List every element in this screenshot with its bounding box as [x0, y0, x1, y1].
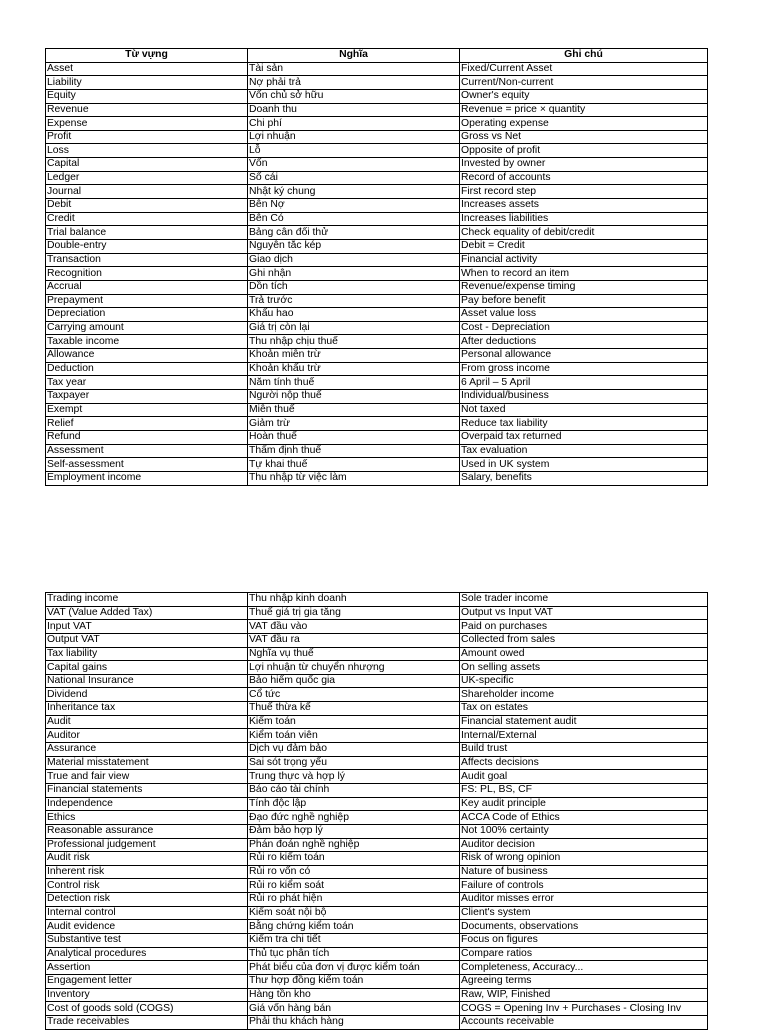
table-row: [46, 647, 708, 661]
table-row: [46, 321, 708, 335]
cell-term: Prepayment: [46, 294, 248, 308]
cell-note: Internal/External: [460, 729, 708, 743]
cell-meaning: Khoản khấu trừ: [248, 362, 460, 376]
table-row: [46, 144, 708, 158]
cell-term: Detection risk: [46, 893, 248, 907]
cell-term: Tax liability: [46, 647, 248, 661]
cell-meaning: Nhật ký chung: [248, 185, 460, 199]
table-row: [46, 471, 708, 485]
cell-meaning: Trả trước: [248, 294, 460, 308]
table-row: [46, 171, 708, 185]
table-row: [46, 879, 708, 893]
cell-note: Compare ratios: [460, 947, 708, 961]
table-row: [46, 403, 708, 417]
cell-note: Key audit principle: [460, 797, 708, 811]
table-row: [46, 117, 708, 131]
cell-note: Increases assets: [460, 199, 708, 213]
cell-meaning: Kiểm toán: [248, 715, 460, 729]
cell-term: Reasonable assurance: [46, 824, 248, 838]
cell-note: Not taxed: [460, 403, 708, 417]
cell-term: Allowance: [46, 349, 248, 363]
table-row: [46, 593, 708, 607]
cell-meaning: Dịch vụ đảm bảo: [248, 743, 460, 757]
table-row: [46, 988, 708, 1002]
cell-meaning: Phát biểu của đơn vị được kiểm toán: [248, 961, 460, 975]
cell-term: Auditor: [46, 729, 248, 743]
cell-meaning: Hàng tồn kho: [248, 988, 460, 1002]
cell-term: Recognition: [46, 267, 248, 281]
cell-meaning: Cổ tức: [248, 688, 460, 702]
cell-note: Failure of controls: [460, 879, 708, 893]
cell-meaning: Phải thu khách hàng: [248, 1015, 460, 1029]
table-row: [46, 199, 708, 213]
header-note: Ghi chú: [460, 49, 708, 63]
table-row: [46, 674, 708, 688]
table-row: [46, 783, 708, 797]
cell-term: Control risk: [46, 879, 248, 893]
cell-meaning: Bảo hiểm quốc gia: [248, 674, 460, 688]
cell-meaning: Hoàn thuế: [248, 430, 460, 444]
cell-note: Personal allowance: [460, 349, 708, 363]
cell-note: Auditor misses error: [460, 893, 708, 907]
cell-term: Employment income: [46, 471, 248, 485]
table-row: [46, 267, 708, 281]
cell-term: Inherent risk: [46, 865, 248, 879]
vocabulary-table-2: [45, 592, 708, 1030]
cell-term: Substantive test: [46, 934, 248, 948]
cell-term: Input VAT: [46, 620, 248, 634]
cell-meaning: Rủi ro vốn có: [248, 865, 460, 879]
cell-meaning: Thu nhập kinh doanh: [248, 593, 460, 607]
cell-term: Trade receivables: [46, 1015, 248, 1029]
cell-meaning: Bảng cân đối thử: [248, 226, 460, 240]
cell-note: From gross income: [460, 362, 708, 376]
cell-note: Auditor decision: [460, 838, 708, 852]
cell-meaning: Kiểm soát nội bộ: [248, 906, 460, 920]
cell-note: Financial statement audit: [460, 715, 708, 729]
cell-meaning: Lỗ: [248, 144, 460, 158]
vocabulary-table-1: [45, 48, 708, 486]
cell-meaning: Tính độc lập: [248, 797, 460, 811]
cell-meaning: Nghĩa vụ thuế: [248, 647, 460, 661]
cell-term: Taxpayer: [46, 390, 248, 404]
cell-note: Used in UK system: [460, 458, 708, 472]
table-row: [46, 417, 708, 431]
cell-term: Professional judgement: [46, 838, 248, 852]
cell-note: Overpaid tax returned: [460, 430, 708, 444]
cell-meaning: Kiểm toán viên: [248, 729, 460, 743]
cell-note: Audit goal: [460, 770, 708, 784]
header-row: [46, 49, 708, 63]
cell-term: Self-assessment: [46, 458, 248, 472]
cell-term: Accrual: [46, 280, 248, 294]
cell-note: Current/Non-current: [460, 76, 708, 90]
cell-meaning: Phán đoán nghề nghiệp: [248, 838, 460, 852]
table-row: [46, 158, 708, 172]
cell-meaning: Dồn tích: [248, 280, 460, 294]
cell-note: Accounts receivable: [460, 1015, 708, 1029]
cell-meaning: Doanh thu: [248, 103, 460, 117]
cell-note: Affects decisions: [460, 756, 708, 770]
cell-term: Capital gains: [46, 661, 248, 675]
cell-term: Depreciation: [46, 308, 248, 322]
cell-meaning: Năm tính thuế: [248, 376, 460, 390]
cell-note: Debit = Credit: [460, 239, 708, 253]
table-row: [46, 633, 708, 647]
table-row: [46, 838, 708, 852]
cell-note: 6 April – 5 April: [460, 376, 708, 390]
cell-note: Reduce tax liability: [460, 417, 708, 431]
cell-meaning: Rủi ro phát hiện: [248, 893, 460, 907]
cell-meaning: Giá vốn hàng bán: [248, 1002, 460, 1016]
table-row: [46, 729, 708, 743]
cell-meaning: VAT đầu ra: [248, 633, 460, 647]
cell-meaning: Rủi ro kiểm soát: [248, 879, 460, 893]
cell-meaning: Khấu hao: [248, 308, 460, 322]
cell-term: Debit: [46, 199, 248, 213]
cell-term: Analytical procedures: [46, 947, 248, 961]
table-row: [46, 811, 708, 825]
cell-note: Owner's equity: [460, 89, 708, 103]
cell-note: Revenue/expense timing: [460, 280, 708, 294]
cell-note: Check equality of debit/credit: [460, 226, 708, 240]
cell-term: Output VAT: [46, 633, 248, 647]
cell-meaning: Lợi nhuận: [248, 130, 460, 144]
table-row: [46, 770, 708, 784]
cell-note: Raw, WIP, Finished: [460, 988, 708, 1002]
table-row: [46, 76, 708, 90]
table-row: [46, 294, 708, 308]
table-row: [46, 756, 708, 770]
table-row: [46, 335, 708, 349]
table-row: [46, 852, 708, 866]
table-row: [46, 185, 708, 199]
cell-term: Relief: [46, 417, 248, 431]
cell-term: Assertion: [46, 961, 248, 975]
cell-meaning: Thuế giá trị gia tăng: [248, 606, 460, 620]
cell-meaning: Miễn thuế: [248, 403, 460, 417]
cell-meaning: Nguyên tắc kép: [248, 239, 460, 253]
table-row: [46, 62, 708, 76]
cell-term: VAT (Value Added Tax): [46, 606, 248, 620]
cell-note: Fixed/Current Asset: [460, 62, 708, 76]
cell-term: Revenue: [46, 103, 248, 117]
table-row: [46, 715, 708, 729]
cell-note: Individual/business: [460, 390, 708, 404]
cell-note: Pay before benefit: [460, 294, 708, 308]
cell-note: Completeness, Accuracy...: [460, 961, 708, 975]
cell-note: Agreeing terms: [460, 974, 708, 988]
table-row: [46, 444, 708, 458]
cell-meaning: Thu nhập chịu thuế: [248, 335, 460, 349]
cell-meaning: Bên Nợ: [248, 199, 460, 213]
table-row: [46, 226, 708, 240]
cell-term: Loss: [46, 144, 248, 158]
cell-term: Exempt: [46, 403, 248, 417]
cell-meaning: Thẩm định thuế: [248, 444, 460, 458]
cell-note: When to record an item: [460, 267, 708, 281]
table-row: [46, 974, 708, 988]
table-row: [46, 253, 708, 267]
cell-meaning: Bằng chứng kiểm toán: [248, 920, 460, 934]
cell-term: Ethics: [46, 811, 248, 825]
cell-note: Paid on purchases: [460, 620, 708, 634]
cell-term: Financial statements: [46, 783, 248, 797]
cell-meaning: Ghi nhận: [248, 267, 460, 281]
table-row: [46, 1002, 708, 1016]
table-row: [46, 308, 708, 322]
cell-meaning: Kiểm tra chi tiết: [248, 934, 460, 948]
cell-term: Independence: [46, 797, 248, 811]
cell-note: Cost - Depreciation: [460, 321, 708, 335]
cell-note: Amount owed: [460, 647, 708, 661]
cell-term: Engagement letter: [46, 974, 248, 988]
cell-meaning: Nợ phải trả: [248, 76, 460, 90]
cell-term: Inventory: [46, 988, 248, 1002]
cell-term: Expense: [46, 117, 248, 131]
cell-meaning: Đảm bảo hợp lý: [248, 824, 460, 838]
cell-note: Gross vs Net: [460, 130, 708, 144]
table-row: [46, 906, 708, 920]
cell-meaning: Thu nhập từ việc làm: [248, 471, 460, 485]
cell-note: ACCA Code of Ethics: [460, 811, 708, 825]
table-row: [46, 661, 708, 675]
table-row: [46, 376, 708, 390]
cell-note: Tax evaluation: [460, 444, 708, 458]
cell-term: Deduction: [46, 362, 248, 376]
cell-note: Revenue = price × quantity: [460, 103, 708, 117]
table-row: [46, 239, 708, 253]
cell-note: Salary, benefits: [460, 471, 708, 485]
table-row: [46, 688, 708, 702]
cell-term: Profit: [46, 130, 248, 144]
cell-note: Opposite of profit: [460, 144, 708, 158]
table-row: [46, 1015, 708, 1029]
table-row: [46, 362, 708, 376]
cell-term: Trial balance: [46, 226, 248, 240]
cell-meaning: Chi phí: [248, 117, 460, 131]
cell-note: UK-specific: [460, 674, 708, 688]
cell-meaning: Đạo đức nghề nghiệp: [248, 811, 460, 825]
table-row: [46, 606, 708, 620]
cell-note: Client's system: [460, 906, 708, 920]
table-row: [46, 280, 708, 294]
cell-meaning: VAT đầu vào: [248, 620, 460, 634]
cell-term: Refund: [46, 430, 248, 444]
cell-meaning: Thủ tục phân tích: [248, 947, 460, 961]
cell-term: Dividend: [46, 688, 248, 702]
cell-meaning: Giảm trừ: [248, 417, 460, 431]
cell-note: On selling assets: [460, 661, 708, 675]
table-row: [46, 103, 708, 117]
cell-term: Taxable income: [46, 335, 248, 349]
cell-meaning: Khoản miễn trừ: [248, 349, 460, 363]
cell-meaning: Tài sản: [248, 62, 460, 76]
table-row: [46, 430, 708, 444]
cell-term: Internal control: [46, 906, 248, 920]
cell-note: Collected from sales: [460, 633, 708, 647]
cell-term: Assessment: [46, 444, 248, 458]
table-row: [46, 961, 708, 975]
cell-term: Capital: [46, 158, 248, 172]
table-row: [46, 130, 708, 144]
table-row: [46, 349, 708, 363]
table-row: [46, 743, 708, 757]
cell-note: Sole trader income: [460, 593, 708, 607]
cell-term: Audit risk: [46, 852, 248, 866]
header-term: Từ vựng: [46, 49, 248, 63]
cell-term: Journal: [46, 185, 248, 199]
cell-term: National Insurance: [46, 674, 248, 688]
cell-term: Material misstatement: [46, 756, 248, 770]
cell-note: Not 100% certainty: [460, 824, 708, 838]
cell-meaning: Người nộp thuế: [248, 390, 460, 404]
cell-note: Build trust: [460, 743, 708, 757]
cell-note: Risk of wrong opinion: [460, 852, 708, 866]
cell-term: Transaction: [46, 253, 248, 267]
cell-note: FS: PL, BS, CF: [460, 783, 708, 797]
cell-term: Tax year: [46, 376, 248, 390]
table-row: [46, 620, 708, 634]
cell-note: First record step: [460, 185, 708, 199]
cell-term: Liability: [46, 76, 248, 90]
cell-note: After deductions: [460, 335, 708, 349]
cell-note: Shareholder income: [460, 688, 708, 702]
cell-meaning: Tự khai thuế: [248, 458, 460, 472]
cell-term: Double-entry: [46, 239, 248, 253]
cell-meaning: Giao dịch: [248, 253, 460, 267]
table-row: [46, 702, 708, 716]
cell-meaning: Trung thực và hợp lý: [248, 770, 460, 784]
cell-note: Invested by owner: [460, 158, 708, 172]
cell-meaning: Thuế thừa kế: [248, 702, 460, 716]
cell-note: Financial activity: [460, 253, 708, 267]
table-row: [46, 458, 708, 472]
cell-note: Operating expense: [460, 117, 708, 131]
cell-meaning: Báo cáo tài chính: [248, 783, 460, 797]
cell-note: COGS = Opening Inv + Purchases - Closing Inv: [460, 1002, 708, 1016]
cell-meaning: Rủi ro kiểm toán: [248, 852, 460, 866]
table-row: [46, 947, 708, 961]
cell-meaning: Sổ cái: [248, 171, 460, 185]
table-row: [46, 89, 708, 103]
table-row: [46, 865, 708, 879]
cell-meaning: Lợi nhuận từ chuyển nhượng: [248, 661, 460, 675]
cell-meaning: Thư hợp đồng kiểm toán: [248, 974, 460, 988]
cell-note: Record of accounts: [460, 171, 708, 185]
cell-term: Trading income: [46, 593, 248, 607]
cell-note: Increases liabilities: [460, 212, 708, 226]
cell-note: Nature of business: [460, 865, 708, 879]
cell-term: Audit evidence: [46, 920, 248, 934]
cell-meaning: Bên Có: [248, 212, 460, 226]
cell-meaning: Vốn chủ sở hữu: [248, 89, 460, 103]
cell-term: Ledger: [46, 171, 248, 185]
cell-term: Equity: [46, 89, 248, 103]
cell-term: Audit: [46, 715, 248, 729]
cell-term: Inheritance tax: [46, 702, 248, 716]
cell-meaning: Sai sót trọng yếu: [248, 756, 460, 770]
cell-term: Credit: [46, 212, 248, 226]
cell-note: Tax on estates: [460, 702, 708, 716]
cell-note: Output vs Input VAT: [460, 606, 708, 620]
table-row: [46, 212, 708, 226]
cell-note: Documents, observations: [460, 920, 708, 934]
cell-term: Assurance: [46, 743, 248, 757]
table-row: [46, 390, 708, 404]
table-row: [46, 920, 708, 934]
table-row: [46, 824, 708, 838]
table-row: [46, 893, 708, 907]
cell-meaning: Vốn: [248, 158, 460, 172]
cell-term: Cost of goods sold (COGS): [46, 1002, 248, 1016]
cell-note: Focus on figures: [460, 934, 708, 948]
cell-meaning: Giá trị còn lại: [248, 321, 460, 335]
cell-term: Asset: [46, 62, 248, 76]
table-row: [46, 934, 708, 948]
table-row: [46, 797, 708, 811]
cell-note: Asset value loss: [460, 308, 708, 322]
cell-term: True and fair view: [46, 770, 248, 784]
header-meaning: Nghĩa: [248, 49, 460, 63]
cell-term: Carrying amount: [46, 321, 248, 335]
